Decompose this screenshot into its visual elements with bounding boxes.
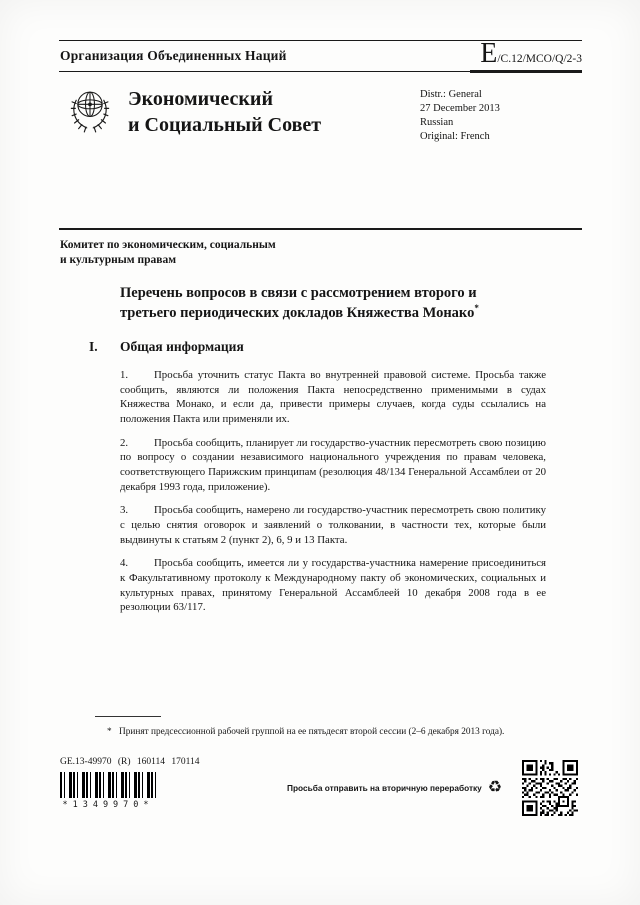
paragraph-3 — [120, 503, 546, 547]
un-emblem-icon — [64, 84, 116, 136]
council-title — [128, 86, 321, 138]
committee-line1: Комитет по экономическим, социальным — [60, 239, 276, 251]
document-title — [120, 284, 492, 323]
paragraph-number: 4. — [120, 557, 129, 570]
section-divider-rule — [59, 228, 582, 230]
council-title-line1: Экономический — [128, 88, 273, 110]
section-heading — [89, 339, 546, 355]
footnote-marker: * — [107, 727, 112, 737]
document-symbol — [480, 40, 582, 68]
org-name: Организация Объединенных Наций — [60, 48, 287, 63]
paragraph-4 — [120, 556, 546, 615]
recycle-icon: ♻ — [487, 779, 503, 796]
paragraph-2 — [120, 436, 546, 495]
paragraph-number: 2. — [120, 436, 129, 449]
document-title-text: Перечень вопросов в связи с рассмотрением второго и третьего периодических докладов Княжества Монако — [120, 285, 477, 321]
recycle-text: Просьба отправить на вторичную переработку — [287, 783, 482, 793]
section-number: I. — [89, 339, 98, 355]
original-language-line: Original: French — [420, 131, 490, 142]
language-line: Russian — [420, 117, 454, 128]
title-footnote-marker: * — [474, 303, 479, 314]
symbol-prefix: E — [480, 38, 498, 69]
qr-code — [522, 760, 578, 816]
footnote-text: Принят предсессионной рабочей группой на ее пятьдесят второй сессии (2–6 декабря 2013 года). — [119, 727, 505, 737]
council-title-line2: и Социальный Совет — [128, 114, 322, 136]
barcode — [60, 772, 156, 798]
paragraph-1 — [120, 368, 546, 427]
committee-line2: и культурным правам — [60, 254, 177, 266]
section-title: Общая информация — [120, 339, 244, 355]
committee-name — [60, 238, 276, 268]
barcode-text: *1349970* — [62, 800, 154, 810]
recycle-notice — [287, 780, 502, 796]
paragraph-text: Просьба сообщить, планирует ли государство-участник пересмотреть свою позицию по вопросу о создании независимого национального учреждения по правам человека, соответствующего Парижским принципам (резолюция 48/134 Генеральной Ассамблеи от 20 декабря 1993 года, приложение). — [120, 436, 546, 493]
barcode-block — [60, 772, 156, 810]
footnote — [95, 726, 513, 739]
symbol-suffix: /C.12/MCO/Q/2-3 — [497, 53, 582, 65]
symbol-underline-rule — [470, 70, 582, 73]
paragraph-text: Просьба сообщить, имеется ли у государства-участника намерение присоединиться к Факультативному протоколу к Международному пакту об экономических, социальных и культурных правах, принятому Генеральной Ассамблеей 10 декабря 2008 года в ее резолюции 63/117. — [120, 557, 546, 614]
footnote-rule — [95, 716, 161, 717]
footnote-area — [95, 716, 513, 739]
paragraph-text: Просьба уточнить статус Пакта во внутренней правовой системе. Просьба также сообщить, являются ли положения Пакта непосредственно применимыми в судах Княжества Монако, и если да, привести примеры случаев, когда суды ссылались на положения Пакта или применяли их. — [120, 369, 546, 426]
ge-distribution-number: GE.13-49970 (R) 160114 170114 — [60, 757, 200, 767]
paragraph-number: 3. — [120, 504, 129, 517]
distribution-block — [420, 88, 500, 144]
paragraph-text: Просьба сообщить, намерено ли государство-участник пересмотреть свою политику с целью снятия оговорок и заявлений о толковании, в частности тех, которые были выдвинуты к статьям 2 (пункт 2), 6, 9 и 13 Пакта. — [120, 504, 546, 546]
document-body — [89, 284, 546, 624]
distr-line: Distr.: General — [420, 89, 482, 100]
date-line: 27 December 2013 — [420, 103, 500, 114]
paragraph-number: 1. — [120, 369, 129, 382]
